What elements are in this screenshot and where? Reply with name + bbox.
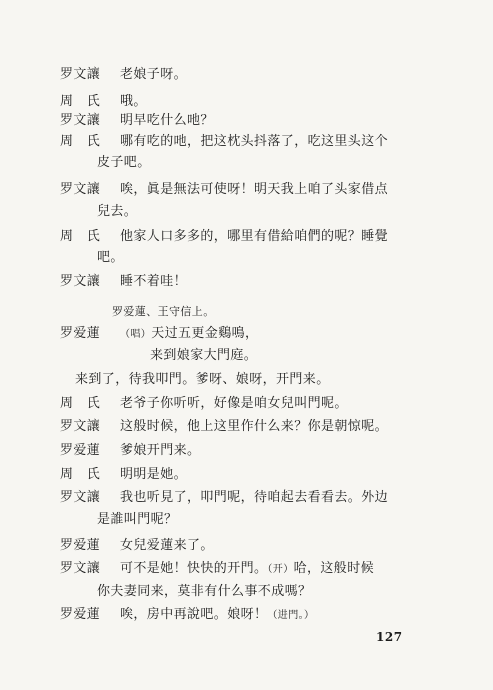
dialogue-text: 唉，房中再說吧。娘呀！: [120, 607, 268, 622]
sung-verse: [75, 372, 330, 388]
dialogue-text: 爹娘开門来。: [120, 443, 201, 458]
dialogue-line: [60, 182, 388, 198]
dialogue-text: 明明是她。: [120, 467, 188, 482]
dialogue-text: 天过五更金鷄鳴，: [151, 326, 259, 341]
dialogue-line: [60, 134, 388, 150]
speaker-name: 罗爱蓮: [60, 538, 101, 553]
dialogue-line: [60, 326, 258, 343]
dialogue-line: [60, 607, 314, 624]
dialogue-line: [60, 113, 214, 129]
stage-direction: [112, 304, 215, 320]
speaker-name: 罗文讓: [60, 490, 101, 505]
dialogue-line: [60, 443, 200, 459]
speaker-name: 周 氏: [60, 396, 101, 411]
dialogue-text: 可不是她！快快的开門。: [120, 561, 268, 576]
dialogue-line: [60, 419, 388, 435]
speaker-name: 罗爱蓮: [60, 607, 101, 622]
dialogue-line: [60, 490, 388, 506]
dialogue-line: [60, 561, 374, 578]
dialogue-text: 我也听見了，叩門呢，待咱起去看看去。外边: [120, 490, 389, 505]
dialogue-text: 女兒爱蓮来了。: [120, 538, 214, 553]
dialogue-text: 哦。: [120, 94, 147, 109]
sung-note: （唱）: [120, 329, 152, 340]
dialogue-line: [60, 538, 214, 554]
dialogue-text: 明早吃什么吔？: [120, 113, 214, 128]
dialogue-text: 吧。: [97, 250, 124, 265]
dialogue-line: [60, 229, 388, 245]
dialogue-text: 哪有吃的吔，把这枕头抖落了，吃这里头这个: [120, 134, 389, 149]
speaker-name: 罗爱蓮: [60, 326, 101, 341]
speaker-name: 周 氏: [60, 229, 101, 244]
speaker-name: 罗文讓: [60, 113, 101, 128]
dialogue-text: 你夫妻同来，莫非有什么事不成嗎？: [97, 584, 312, 599]
dialogue-line: [60, 274, 187, 290]
speaker-name: 周 氏: [60, 134, 101, 149]
dialogue-continuation: [97, 204, 137, 220]
dialogue-line: [60, 396, 348, 412]
dialogue-text: 老爷子你听听，好像是咱女兒叫門呢。: [120, 396, 348, 411]
page-number: 127: [376, 630, 403, 644]
dialogue-text-2: 哈，这般时候: [293, 561, 375, 576]
sung-verse: [150, 348, 257, 364]
speaker-name: 周 氏: [60, 467, 101, 482]
verse-text: 来到娘家大門庭。: [150, 348, 258, 363]
verse-text: 来到了，待我叩門。爹呀、娘呀，开門来。: [75, 372, 330, 387]
dialogue-text: 睡不着哇！: [120, 274, 188, 289]
speaker-name: 罗爱蓮: [60, 443, 101, 458]
dialogue-continuation: [97, 512, 177, 528]
dialogue-text: 这般时候，他上这里作什么来？你是朝惊呢。: [120, 419, 389, 434]
dialogue-text: 是誰叫門呢？: [97, 512, 178, 527]
dialogue-line: [60, 94, 147, 110]
dialogue-text: 老娘子呀。: [120, 67, 188, 82]
dialogue-text: 他家人口多多的，哪里有借給咱們的呢？睡覺: [120, 229, 389, 244]
dialogue-continuation: [97, 155, 151, 171]
stage-note: （进門。）: [267, 610, 315, 621]
dialogue-text: 皮子吧。: [97, 155, 151, 170]
dialogue-continuation: [97, 250, 124, 266]
dialogue-line: [60, 67, 187, 83]
dialogue-text: 唉，眞是無法可使呀！明天我上咱了头家借点: [120, 182, 389, 197]
speaker-name: 罗文讓: [60, 561, 101, 576]
speaker-name: 周 氏: [60, 94, 101, 109]
speaker-name: 罗文讓: [60, 67, 101, 82]
speaker-name: 罗文讓: [60, 419, 101, 434]
dialogue-line: [60, 467, 187, 483]
speaker-name: 罗文讓: [60, 182, 101, 197]
dialogue-continuation: [97, 584, 311, 600]
stage-note: （开）: [267, 564, 294, 575]
dialogue-text: 兒去。: [97, 204, 138, 219]
speaker-name: 罗文讓: [60, 274, 101, 289]
stage-text: 罗爱蓮、王守信上。: [112, 305, 215, 318]
